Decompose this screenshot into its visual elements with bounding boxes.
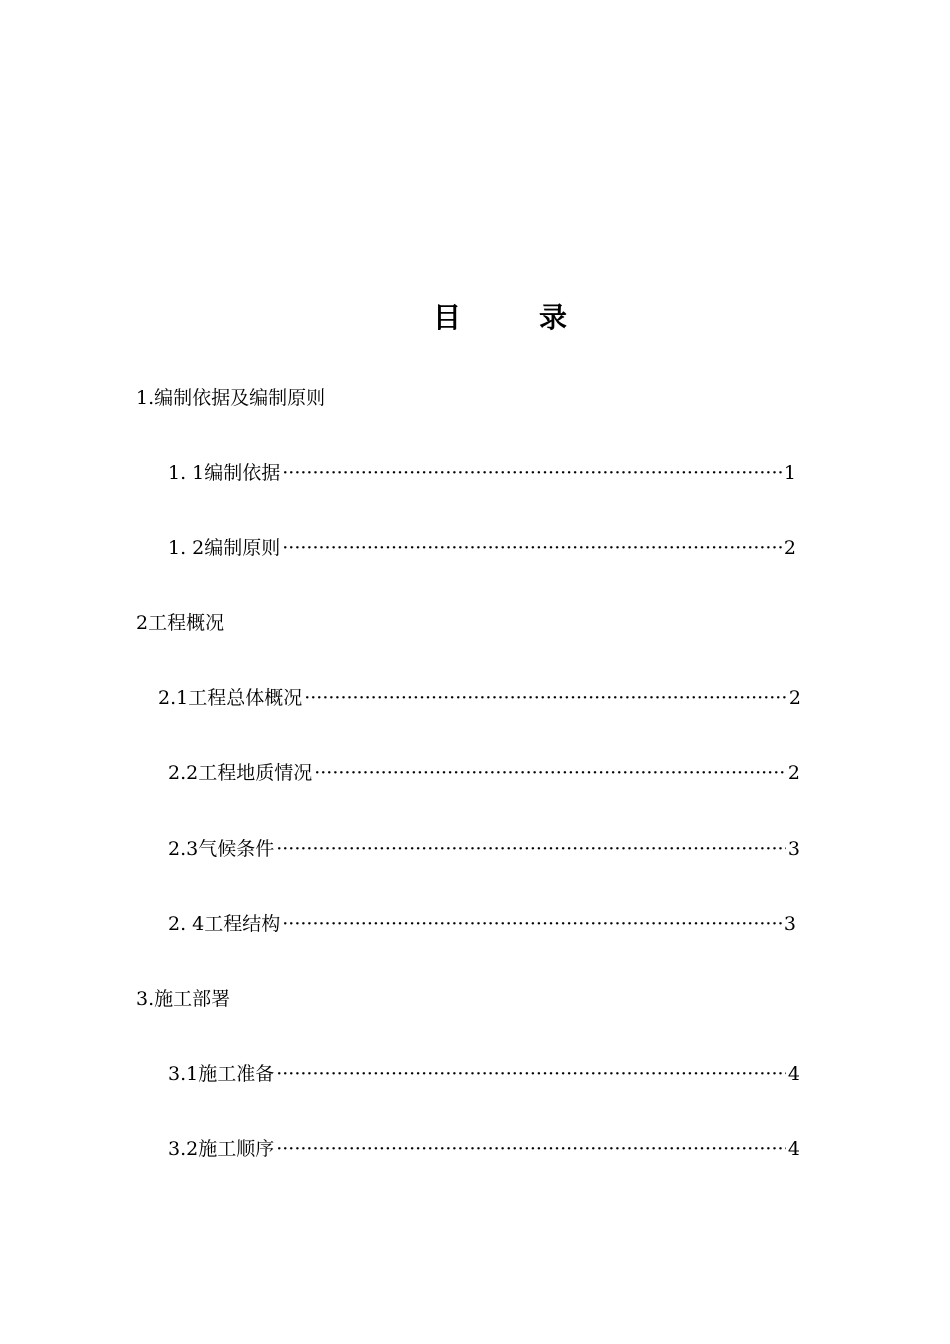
toc-entry-text: 3.1施工准备	[168, 1063, 275, 1085]
dot-leader	[276, 837, 786, 861]
toc-section-heading[interactable]	[136, 987, 230, 1011]
dot-leader	[314, 761, 786, 785]
toc-subsection-entry[interactable]	[168, 1062, 800, 1086]
toc-section-heading[interactable]	[136, 611, 224, 635]
toc-entry-text: 1. 2编制原则	[168, 537, 281, 559]
toc-entry-text: 3.2施工顺序	[168, 1138, 275, 1160]
toc-entry-text: 2. 4工程结构	[168, 913, 281, 935]
toc-entry-text: 2.3气候条件	[168, 838, 275, 860]
dot-leader	[276, 1062, 786, 1086]
toc-entry-text: 2.1工程总体概况	[158, 687, 303, 709]
toc-page-number: 2	[788, 687, 801, 709]
toc-subsection-entry[interactable]	[158, 686, 801, 710]
toc-entry-text: 2.2工程地质情况	[168, 762, 313, 784]
dot-leader	[282, 461, 782, 485]
toc-page-number: 2	[783, 537, 796, 559]
toc-subsection-entry[interactable]	[168, 1137, 800, 1161]
dot-leader	[304, 686, 787, 710]
dot-leader	[282, 912, 782, 936]
toc-entry-text: 3.施工部署	[136, 988, 231, 1010]
toc-page-number: 3	[783, 913, 796, 935]
toc-entry-text: 2工程概况	[136, 612, 225, 634]
toc-subsection-entry[interactable]	[168, 536, 796, 560]
toc-entry-text: 1. 1编制依据	[168, 462, 281, 484]
toc-page-number: 3	[787, 838, 800, 860]
toc-subsection-entry[interactable]	[168, 837, 800, 861]
toc-page-number: 4	[787, 1138, 800, 1160]
toc-entry-text: 1.编制依据及编制原则	[136, 387, 326, 409]
toc-page-number: 2	[787, 762, 800, 784]
toc-section-heading[interactable]	[136, 386, 325, 410]
toc-subsection-entry[interactable]	[168, 461, 796, 485]
toc-subsection-entry[interactable]	[168, 761, 800, 785]
toc-subsection-entry[interactable]	[168, 912, 796, 936]
toc-page-number: 4	[787, 1063, 800, 1085]
toc-page-number: 1	[783, 462, 796, 484]
dot-leader	[276, 1137, 786, 1161]
toc-title: 目 录	[433, 301, 567, 334]
dot-leader	[282, 536, 782, 560]
